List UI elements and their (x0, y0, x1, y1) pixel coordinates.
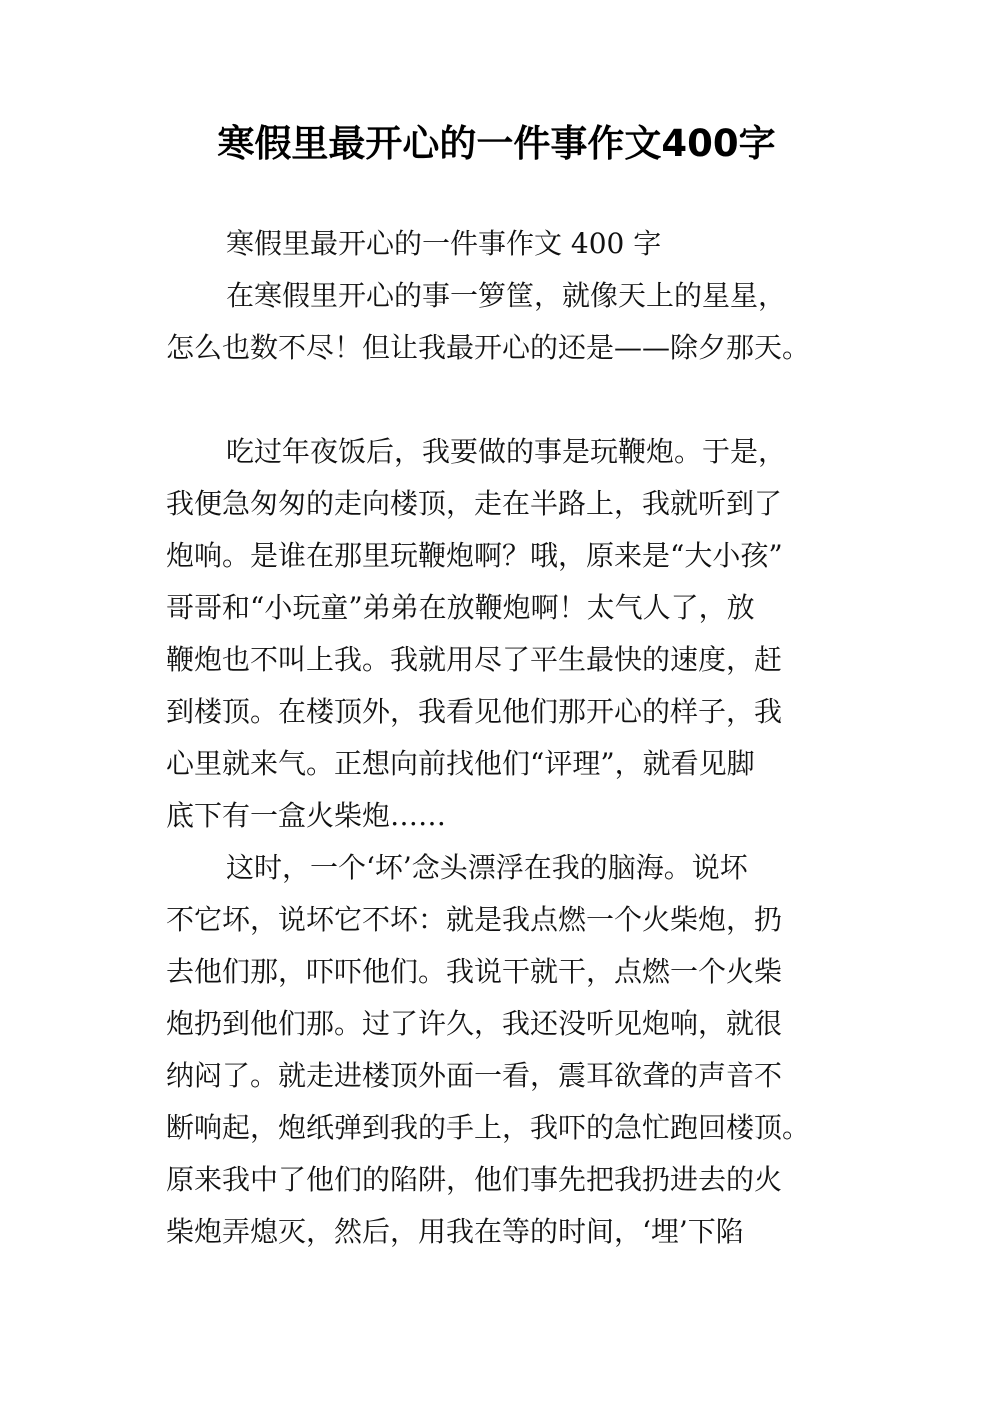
body-line: 心里就来气。正想向前找他们“评理”，就看见脚 (166, 747, 755, 780)
body-line: 纳闷了。就走进楼顶外面一看，震耳欲聋的声音不 (166, 1059, 783, 1092)
body-line: 哥哥和“小玩童”弟弟在放鞭炮啊！太气人了，放 (166, 591, 755, 624)
body-line: 柴炮弄熄灭，然后，用我在等的时间，‘埋’下陷 (166, 1215, 744, 1248)
body-line: 到楼顶。在楼顶外，我看见他们那开心的样子，我 (166, 695, 783, 728)
body-line: 炮响。是谁在那里玩鞭炮啊？哦，原来是“大小孩” (166, 539, 783, 572)
body-line: 这时，一个‘坏’念头漂浮在我的脑海。说坏 (226, 851, 748, 884)
body-line: 原来我中了他们的陷阱，他们事先把我扔进去的火 (166, 1163, 783, 1196)
body-line: 我便急匆匆的走向楼顶，走在半路上，我就听到了 (166, 487, 783, 520)
body-line: 底下有一盒火柴炮…… (166, 799, 447, 832)
body-line: 怎么也数不尽！但让我最开心的还是——除夕那天。 (166, 331, 811, 364)
document-title: 寒假里最开心的一件事作文400字 (217, 122, 776, 165)
body-line: 炮扔到他们那。过了许久，我还没听见炮响，就很 (166, 1007, 783, 1040)
body-line: 寒假里最开心的一件事作文 400 字 (226, 227, 662, 260)
body-line: 在寒假里开心的事一箩筐，就像天上的星星， (226, 279, 787, 312)
body-line: 鞭炮也不叫上我。我就用尽了平生最快的速度，赶 (166, 643, 783, 676)
body-line: 不它坏，说坏它不坏：就是我点燃一个火柴炮，扔 (166, 903, 783, 936)
body-line: 吃过年夜饭后，我要做的事是玩鞭炮。于是， (226, 435, 787, 468)
body-line: 断响起，炮纸弹到我的手上，我吓的急忙跑回楼顶。 (166, 1111, 811, 1144)
body-line: 去他们那，吓吓他们。我说干就干，点燃一个火柴 (166, 955, 783, 988)
